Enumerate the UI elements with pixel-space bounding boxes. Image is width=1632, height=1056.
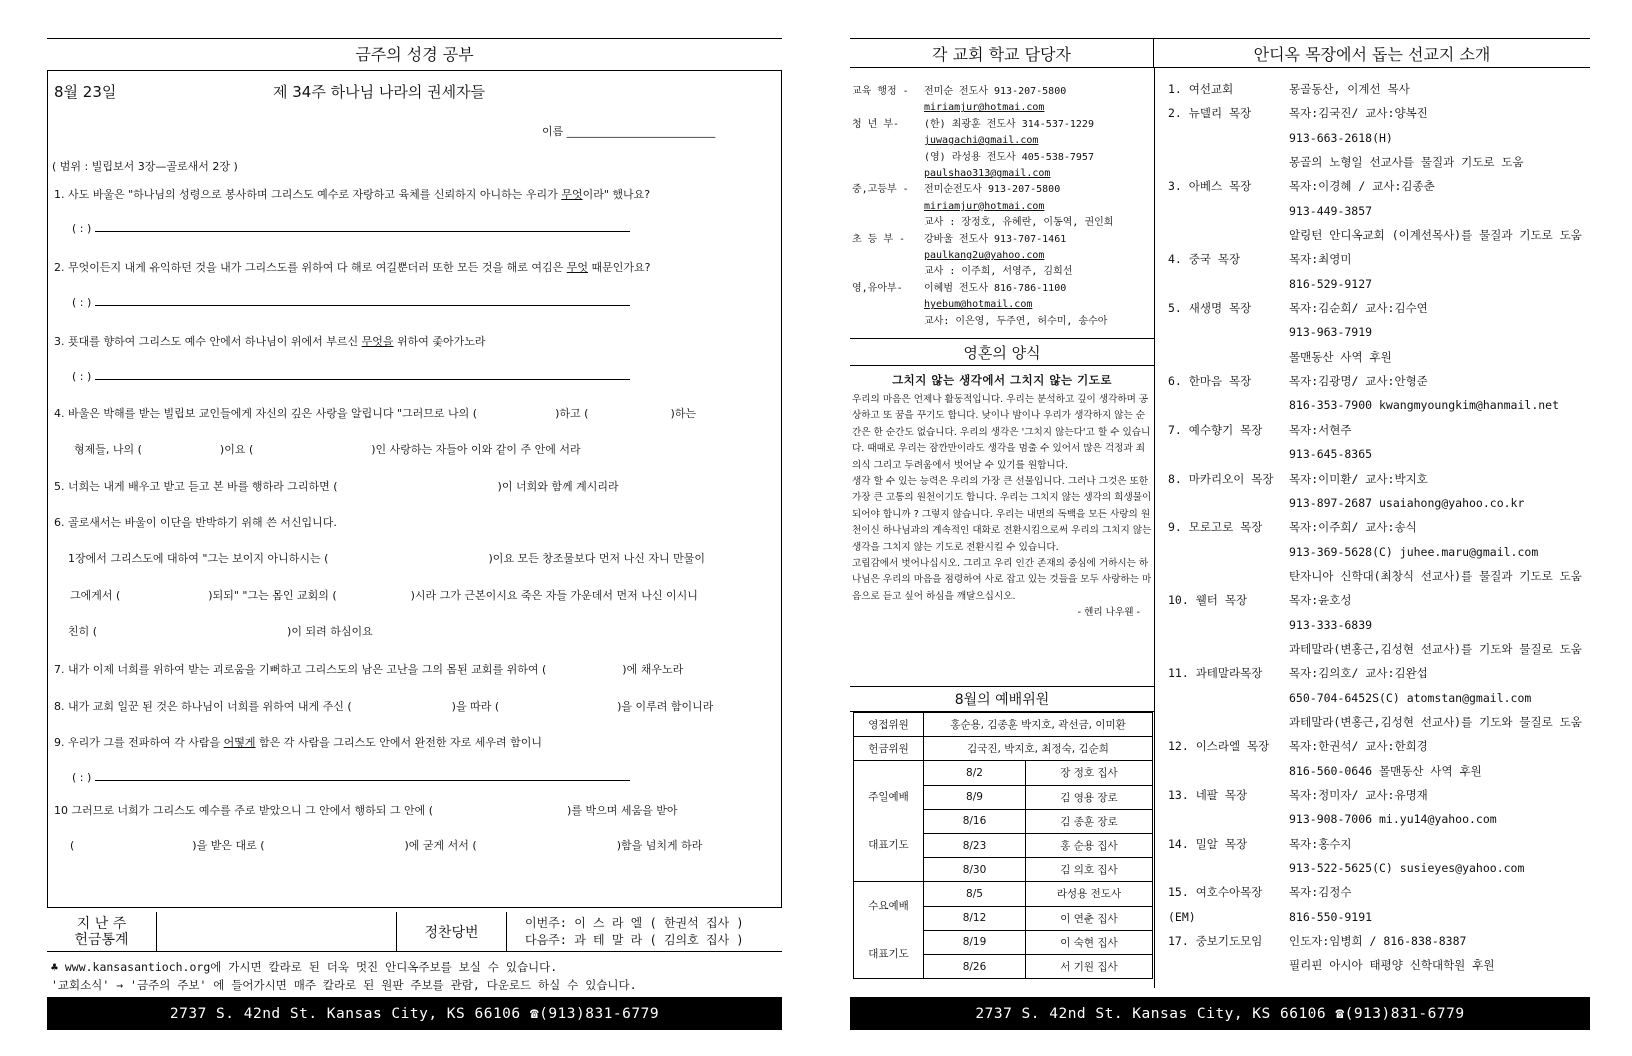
mission-label: [1168, 150, 1289, 174]
staff-row: 영,유아부- 이혜범 전도사 816-786-1100: [852, 282, 1067, 294]
mission-row: [1168, 150, 1588, 174]
mission-label: [1168, 491, 1289, 515]
mission-label: [1168, 126, 1289, 150]
staff-row: 교사 : 이주희, 서영주, 김희선: [924, 266, 1073, 278]
mission-row: [1168, 953, 1588, 977]
mission-value: 913-449-3857: [1289, 203, 1373, 218]
mission-row: [1168, 661, 1588, 685]
mission-value: 913-908-7006 mi.yu14@yahoo.com: [1289, 812, 1497, 827]
mission-label: 11. 과테말라목장: [1168, 666, 1263, 681]
mission-label: 13. 네팔 목장: [1168, 787, 1248, 802]
mission-value: 탄자니아 신학대(최창식 선교사)를 물질과 기도로 도움: [1289, 568, 1582, 583]
answer-line-2: ( : ): [72, 295, 630, 309]
mission-row: [1168, 832, 1588, 856]
right-page: [850, 0, 1590, 1056]
mission-row: [1168, 783, 1588, 807]
mission-label: 10. 웰터 목장: [1168, 593, 1248, 608]
mission-value: 목자:서현주: [1289, 422, 1352, 437]
mission-label: 1. 여선교회: [1168, 82, 1234, 96]
table-row: 수요예배 대표기도 8/5 라성용 전도사: [854, 882, 1153, 906]
mission-row: [1168, 320, 1588, 344]
question-10-cont: ( )을 받은 대로 ( )에 굳게 서서 ( )함을 넘치게 하라: [70, 839, 703, 852]
soul-author: - 헨리 나우웬 -: [1077, 607, 1140, 619]
mission-value: 목자:김광명/ 교사:안형준: [1289, 374, 1428, 389]
question-6-a: 1장에서 그리스도에 대하여 "그는 보이지 아니하시는 ( )이요 모든 창조물보다 먼저 나신 자니 만물이: [68, 552, 706, 565]
mission-value: 목자:김의호/ 교사:김완섭: [1289, 666, 1428, 681]
missions-list: [1168, 77, 1588, 978]
mission-value: 목자:김순희/ 교사:김수연: [1289, 301, 1428, 316]
mission-value: 816-353-7900 kwangmyoungkim@hanmail.net: [1289, 398, 1560, 413]
mission-label: [1168, 345, 1289, 369]
mission-value: 몽골동산, 이계선 목사: [1289, 82, 1410, 96]
mission-value: 목자:김국진/ 교사:양복진: [1289, 106, 1428, 121]
mission-label: [1168, 953, 1289, 977]
quiz-date: 8월 23일: [54, 83, 117, 101]
question-2: 2. 무엇이든지 내게 유익하던 것을 내가 그리스도를 위하여 다 해로 여길뿐더러 또한 모든 것을 해로 여김은 무엇 때문인가요?: [54, 261, 651, 274]
staff-row: paulkang2u@yahoo.com: [924, 250, 1045, 262]
mission-label: [1168, 856, 1289, 880]
question-6-c: 친히 ( )이 되려 하심이요: [68, 625, 373, 638]
quiz-box: [47, 70, 782, 908]
mission-label: [1168, 320, 1289, 344]
mission-value: 목자:정미자/ 교사:유명재: [1289, 787, 1428, 802]
mission-value: 인도자:임병희 / 816-838-8387: [1289, 934, 1467, 949]
mission-value: 목자:김정수: [1289, 885, 1352, 900]
soul-food-text: [852, 392, 1152, 622]
bible-study-title: 금주의 성경 공부: [355, 45, 474, 64]
mission-value: 목자:한권석/ 교사:한희경: [1289, 739, 1428, 754]
name-field: 이름 ___________________________: [542, 125, 716, 138]
mission-row: [1168, 686, 1588, 710]
mission-label: [1168, 759, 1289, 783]
mission-value: 816-529-9127: [1289, 276, 1373, 291]
quiz-title: 제 34주 하나님 나라의 권세자들: [273, 83, 486, 101]
staff-row: 교사: 이은영, 두주연, 허수미, 송수아: [924, 315, 1108, 327]
mission-row: [1168, 467, 1588, 491]
worship-committee-header: 8월의 예배위원: [850, 686, 1154, 712]
mission-label: [1168, 613, 1289, 637]
mission-row: [1168, 77, 1588, 101]
bible-study-header: [47, 38, 782, 68]
mission-row: [1168, 101, 1588, 125]
question-6: 6. 골로새서는 바울이 이단을 반박하기 위해 쓴 서신입니다.: [54, 516, 337, 529]
question-6-b: 그에게서 ( )되되" "그는 몸인 교회의 ( )시라 그가 근본이시요 죽은 자들 가운데서 먼저 나신 이시니: [70, 589, 698, 602]
website-notice: [51, 958, 637, 994]
mission-value: 목자:윤호성: [1289, 593, 1352, 608]
mission-value: 알링턴 안디옥교회 (이계선목사)를 물질과 기도로 도움: [1289, 228, 1582, 243]
mission-row: [1168, 734, 1588, 758]
question-10: 10 그러므로 너희가 그리스도 예수를 주로 받았으니 그 안에서 행하되 그 안에 ( )를 박으며 세움을 받아: [54, 804, 678, 817]
mission-value: 목자:이경혜 / 교사:김종춘: [1289, 179, 1435, 194]
mission-label: 4. 중국 목장: [1168, 252, 1241, 267]
staff-row: 교사 : 장정호, 유혜란, 이동역, 권인희: [924, 217, 1114, 229]
mission-row: [1168, 199, 1588, 223]
mission-row: [1168, 126, 1588, 150]
column-divider: [1154, 68, 1155, 988]
address-footer: 2737 S. 42nd St. Kansas City, KS 66106 ☎(913)831-6779: [47, 997, 782, 1030]
mission-label: 17. 중보기도모임: [1168, 934, 1263, 949]
mission-value: 목자:홍수지: [1289, 836, 1352, 851]
mission-label: 3. 아베스 목장: [1168, 179, 1252, 194]
table-row: 8/9 김 영용 장로: [854, 785, 1153, 809]
school-staff-list: [852, 84, 1152, 330]
question-3: 3. 푯대를 향하여 그리스도 예수 안에서 하나님이 위에서 부르신 무엇을 위하여 좇아가노라: [54, 335, 486, 348]
staff-row: 청 년 부- (한) 최광훈 전도사 314-537-1229: [852, 118, 1094, 130]
offering-amount-cell: [157, 912, 397, 952]
mission-value: 과테말라(변홍근,김성현 선교사)를 기도와 물질로 도움: [1289, 641, 1582, 656]
answer-line-1: ( : ): [72, 221, 630, 235]
mission-label: [1168, 393, 1289, 417]
mission-label: 9. 모로고로 목장: [1168, 520, 1263, 535]
mission-row: [1168, 393, 1588, 417]
table-row: 8/23 홍 순용 집사: [854, 833, 1153, 857]
mission-label: [1168, 223, 1289, 247]
table-row: 헌금위원 김국진, 박지호, 최정숙, 김순희: [854, 737, 1153, 761]
mission-row: [1168, 880, 1588, 904]
mission-value: 목자:이주희/ 교사:송식: [1289, 520, 1417, 535]
staff-row: miriamjur@hotmai.com: [924, 102, 1045, 114]
staff-row: hyebum@hotmail.com: [924, 299, 1033, 311]
missions-title: 안디옥 목장에서 돕는 선교지 소개: [1253, 44, 1491, 64]
mission-value: 필리핀 아시아 태평양 신학대학원 후원: [1289, 958, 1495, 973]
staff-row: 초 등 부 - 강바울 전도사 913-707-1461: [852, 233, 1067, 245]
table-row: 8/30 김 의호 집사: [854, 858, 1153, 882]
mission-value: 913-897-2687 usaiahong@yahoo.co.kr: [1289, 495, 1525, 510]
mission-row: [1168, 296, 1588, 320]
offering-label: 지 난 주 헌금통계: [47, 912, 157, 952]
mission-row: [1168, 515, 1588, 539]
mission-row: [1168, 345, 1588, 369]
mission-label: 15. 여호수아목장: [1168, 885, 1263, 900]
mission-label: (EM): [1168, 909, 1196, 924]
question-8: 8. 내가 교회 일꾼 된 것은 하나님이 너희를 위하여 내게 주신 ( )을 따라 ( )을 이루려 함이니라: [54, 700, 714, 713]
mission-row: [1168, 442, 1588, 466]
question-4-cont: 형제들, 나의 ( )이요 ( )인 사랑하는 자들아 이와 같이 주 안에 서라: [74, 443, 581, 456]
answer-line-3: ( : ): [72, 369, 630, 383]
table-row: 8/16 김 종훈 장로: [854, 809, 1153, 833]
mission-label: 12. 이스라엘 목장: [1168, 739, 1270, 754]
mission-value: 913-963-7919: [1289, 325, 1373, 340]
question-1: 1. 사도 바울은 "하나님의 성령으로 봉사하며 그리스도 예수로 자랑하고 육체를 신뢰하지 아니하는 우리가 무엇이라" 했나요?: [54, 188, 651, 201]
address-footer: 2737 S. 42nd St. Kansas City, KS 66106 ☎(913)831-6779: [850, 997, 1590, 1030]
table-row: 8/19 이 숙현 집사: [854, 930, 1153, 954]
mission-row: [1168, 174, 1588, 198]
mission-value: 913-522-5625(C) susieyes@yahoo.com: [1289, 861, 1525, 875]
offering-stats-row: [47, 912, 782, 952]
meal-duty-schedule: 이번주: 이 스 라 엘 ( 한권석 집사 ) 다음주: 과 테 말 라 ( 김의호 집사 ): [525, 915, 744, 947]
mission-value: 과테말라(변홍근,김성현 선교사)를 기도와 물질로 도움: [1289, 714, 1582, 729]
mission-row: [1168, 929, 1588, 953]
staff-row: (영) 라성용 전도사 405-538-7957: [924, 151, 1094, 163]
mission-row: [1168, 491, 1588, 515]
mission-row: [1168, 418, 1588, 442]
mission-row: [1168, 807, 1588, 831]
mission-label: 5. 새생명 목장: [1168, 301, 1252, 316]
mission-row: [1168, 247, 1588, 271]
mission-value: 913-645-8365: [1289, 447, 1373, 462]
mission-row: [1168, 637, 1588, 661]
mission-label: [1168, 710, 1289, 734]
soul-food-header: 영혼의 양식: [850, 338, 1154, 366]
question-7: 7. 내가 이제 너희를 위하여 받는 괴로움을 기뻐하고 그리스도의 남은 고난을 그의 몸된 교회를 위하여 ( )에 채우노라: [54, 663, 684, 676]
mission-value: 목자:이미환/ 교사:박지호: [1289, 471, 1428, 486]
right-header: [850, 38, 1590, 68]
mission-label: 7. 예수향기 목장: [1168, 422, 1263, 437]
mission-row: [1168, 272, 1588, 296]
mission-row: [1168, 369, 1588, 393]
staff-row: juwagachi@gmail.com: [924, 135, 1039, 147]
staff-row: 중,고등부 - 전미순전도사 913-207-5800: [852, 184, 1061, 196]
mission-row: [1168, 540, 1588, 564]
mission-row: [1168, 856, 1588, 880]
school-staff-title: 각 교회 학교 담당자: [850, 39, 1154, 67]
website-line-1: ♣ www.kansasantioch.org에 가시면 칼라로 된 더욱 멋진 안디옥주보를 보실 수 있습니다.: [51, 960, 558, 974]
mission-label: 6. 한마음 목장: [1168, 374, 1252, 389]
question-9: 9. 우리가 그를 전파하여 각 사람을 어떻게 함은 각 사람을 그리스도 안에서 완전한 자로 세우려 함이니: [54, 736, 543, 749]
mission-label: 2. 뉴델리 목장: [1168, 106, 1252, 121]
quiz-range: ( 범위 : 빌립보서 3장—골로새서 2장 ): [52, 160, 238, 173]
mission-row: [1168, 905, 1588, 929]
meal-duty-label: 정찬당번: [397, 912, 507, 952]
mission-row: [1168, 564, 1588, 588]
soul-paragraph-2: 생각 할 수 있는 능력은 우리의 가장 큰 선물입니다. 그러나 그것은 또한 가장 큰 고통의 원천이기도 합니다. 우리는 그치지 않는 생각의 희생물이 되어야 합니까 ? 그렇지 않습니다. 우리는 내면의 독백을 모든 사랑의 원천이신 하나님과의 계속적인 대화로 전환시킴으로써 우리의 그치지 않는 생각을 그치지 않는 기도로 전환시킬 수 있습니다.: [852, 476, 1152, 553]
staff-row: paulshao313@gmail.com: [924, 168, 1051, 180]
mission-value: 목자:최영미: [1289, 252, 1352, 267]
mission-label: [1168, 272, 1289, 296]
mission-label: [1168, 807, 1289, 831]
worship-committee-table: [853, 712, 1153, 979]
mission-value: 몽골의 노형일 선교사를 물질과 기도로 도움: [1289, 155, 1524, 170]
mission-label: [1168, 686, 1289, 710]
soul-paragraph-3: 고립감에서 벗어나십시오. 그리고 우리 인간 존재의 중심에 거하시는 하나님은 우리의 마음을 점령하여 사로 잡고 있는 것들을 모두 사랑하는 마음으로 듣고 싶어 하심을 깨달으십시오.: [852, 558, 1152, 602]
mission-label: 8. 마카리오이 목장: [1168, 471, 1274, 486]
mission-label: [1168, 540, 1289, 564]
mission-row: [1168, 223, 1588, 247]
table-row: 8/26 서 기원 집사: [854, 955, 1153, 979]
mission-label: [1168, 442, 1289, 466]
mission-value: 몰맨동산 사역 후원: [1289, 349, 1392, 364]
mission-row: [1168, 613, 1588, 637]
mission-value: 816-560-0646 몰맨동산 사역 후원: [1289, 763, 1482, 778]
website-line-2: '교회소식' → '금주의 주보' 에 들어가시면 매주 칼라로 된 원판 주보를 관람, 다운로드 하실 수 있습니다.: [51, 978, 637, 992]
mission-label: [1168, 199, 1289, 223]
staff-row: 교육 행정 - 전미순 전도사 913-207-5800: [852, 86, 1067, 97]
mission-value: 913-663-2618(H): [1289, 130, 1393, 145]
table-row: 주일예배 대표기도 8/2 장 정호 집사: [854, 761, 1153, 785]
table-row: 8/12 이 연춘 집사: [854, 906, 1153, 930]
mission-value: 650-704-6452S(C) atomstan@gmail.com: [1289, 690, 1532, 705]
mission-row: [1168, 759, 1588, 783]
mission-row: [1168, 588, 1588, 612]
mission-row: [1168, 710, 1588, 734]
soul-paragraph-1: 우리의 마음은 언제나 활동적입니다. 우리는 분석하고 깊이 생각하며 공상하고 또 꿈을 꾸기도 합니다. 낮이나 밤이나 우리가 생각하지 않는 순간은 한 순간도 없습니다. 우리의 생각은 '그치지 않는다'고 할 수 있습니다. 때때로 우리는 잠깐만이라도 생각을 멈출 수 있어서 많은 걱정과 죄의식 그리고 두려움에서 벗어날 수 있기를 원합니다.: [852, 394, 1151, 471]
answer-line-9: ( : ): [72, 770, 630, 784]
mission-value: 816-550-9191: [1289, 909, 1373, 924]
left-page: [47, 0, 782, 1056]
soul-food-subtitle: 그치지 않는 생각에서 그치지 않는 기도로: [892, 373, 1112, 387]
mission-value: 913-333-6839: [1289, 617, 1373, 632]
question-4: 4. 바울은 박해를 받는 빌립보 교인들에게 자신의 깊은 사랑을 알립니다 "그러므로 나의 ( )하고 ( )하는: [54, 407, 696, 420]
mission-label: [1168, 637, 1289, 661]
table-row: 영접위원 홍순용, 김종훈 박지호, 곽선금, 이미환: [854, 713, 1153, 737]
question-5: 5. 너희는 내게 배우고 받고 듣고 본 바를 행하라 그리하면 ( )이 너희와 함께 계시리라: [54, 480, 619, 493]
staff-row: miriamjur@hotmai.com: [924, 200, 1045, 212]
mission-label: 14. 밀알 목장: [1168, 836, 1248, 851]
mission-label: [1168, 564, 1289, 588]
mission-value: 913-369-5628(C) juhee.maru@gmail.com: [1289, 544, 1539, 559]
